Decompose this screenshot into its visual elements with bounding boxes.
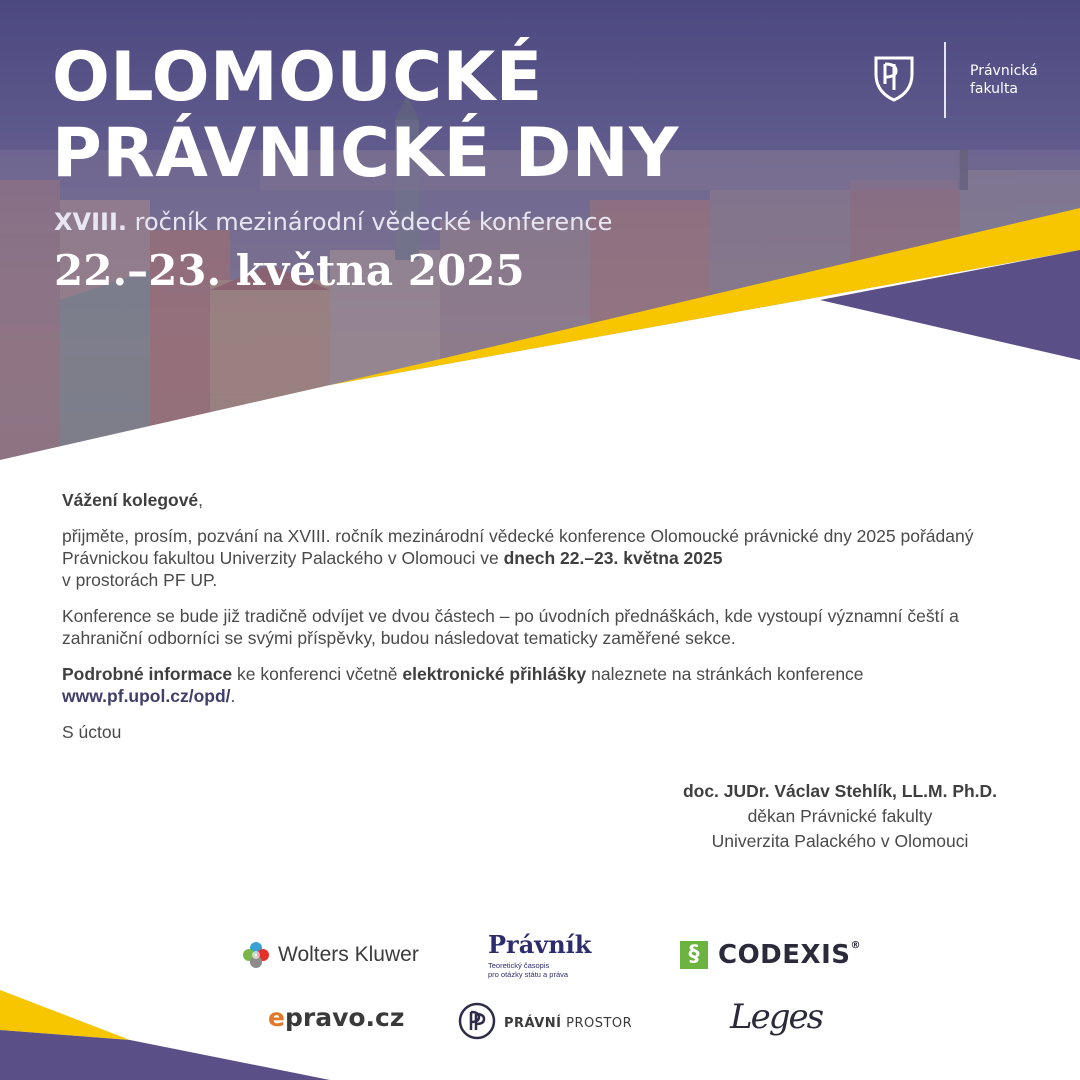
paragraph-3: [62, 663, 1032, 707]
partner-epravo[interactable]: [268, 1003, 404, 1032]
faculty-name: [970, 62, 1038, 98]
codexis-section-icon: §: [680, 941, 708, 969]
epravo-rest: pravo.cz: [284, 1003, 405, 1032]
signatory-role: děkan Právnické fakulty: [747, 806, 933, 826]
p3-text-1: ke konferenci včetně: [232, 664, 403, 684]
paragraph-2: Konference se bude již tradičně odvíjet ve dvou částech – po úvodních přednáškách, kde vystoupí významní čeští a zahraniční odborníci se svými příspěvky, budou následovat tematicky zaměřené sekce.: [62, 606, 959, 648]
pravni-prostor-text: [504, 1016, 632, 1031]
conference-website-link[interactable]: www.pf.upol.cz/opd/: [62, 686, 231, 706]
logo-divider: [944, 42, 946, 118]
pravnik-title: Právník: [488, 930, 592, 959]
salutation-text: Vážení kolegové: [62, 490, 199, 510]
invitation-letter: [62, 489, 1032, 757]
codexis-text: [718, 940, 861, 970]
p1-dates: dnech 22.–23. května 2025: [503, 548, 723, 568]
signatory-institution: Univerzita Palackého v Olomouci: [711, 831, 969, 851]
conference-subtitle: [54, 208, 612, 236]
salutation: [62, 489, 1032, 511]
codexis-registered-mark: ®: [850, 940, 861, 951]
signature-block: [640, 779, 1040, 854]
wolters-kluwer-logo-icon: [242, 941, 270, 969]
pravni-prostor-logo-icon: [458, 1002, 496, 1040]
pravnik-subtitle: [488, 961, 608, 979]
wolters-kluwer-text: Wolters Kluwer: [278, 943, 419, 966]
pravnik-sub-1: Teoretický časopis: [488, 961, 550, 970]
faculty-logo: [874, 42, 1054, 118]
paragraph-1: [62, 525, 1032, 591]
pravnik-sub-2: pro otázky státu a práva: [488, 970, 569, 979]
p3-bold-info: Podrobné informace: [62, 664, 233, 684]
subtitle-text: ročník mezinárodní vědecké konference: [126, 208, 613, 236]
p3-end: .: [230, 686, 236, 706]
codexis-name: CODEXIS: [718, 940, 851, 970]
faculty-name-line1: Právnická: [970, 63, 1038, 79]
partner-leges[interactable]: Leges: [730, 997, 823, 1037]
up-shield-icon: [874, 56, 914, 102]
pravni-prostor-rest: PROSTOR: [561, 1016, 633, 1031]
p1-text: přijměte, prosím, pozvání na XVIII. ročník mezinárodní vědecké konference Olomoucké právnické dny 2025 pořádaný Právnickou fakultou Univerzity Palackého v Olomouci ve: [62, 526, 974, 568]
conference-date: 22.–23. května 2025: [54, 246, 525, 295]
faculty-name-line2: fakulta: [970, 81, 1019, 97]
epravo-e: e: [268, 1003, 285, 1032]
closing: S úctou: [62, 722, 122, 742]
title-line-1: OLOMOUCKÉ: [52, 38, 543, 117]
edition-number: XVIII.: [54, 208, 127, 236]
p3-text-2: naleznete na stránkách konference: [586, 664, 864, 684]
salutation-comma: ,: [198, 490, 204, 510]
p3-bold-application: elektronické přihlášky: [402, 664, 587, 684]
conference-title: [52, 40, 679, 192]
hero-banner: [0, 0, 1080, 460]
p1-end: v prostorách PF UP.: [62, 570, 218, 590]
partner-pravnik[interactable]: [488, 930, 608, 979]
signatory-name: doc. JUDr. Václav Stehlík, LL.M. Ph.D.: [682, 781, 998, 801]
pravni-prostor-bold: PRÁVNÍ: [504, 1016, 562, 1031]
title-line-2: PRÁVNICKÉ DNY: [52, 114, 679, 193]
